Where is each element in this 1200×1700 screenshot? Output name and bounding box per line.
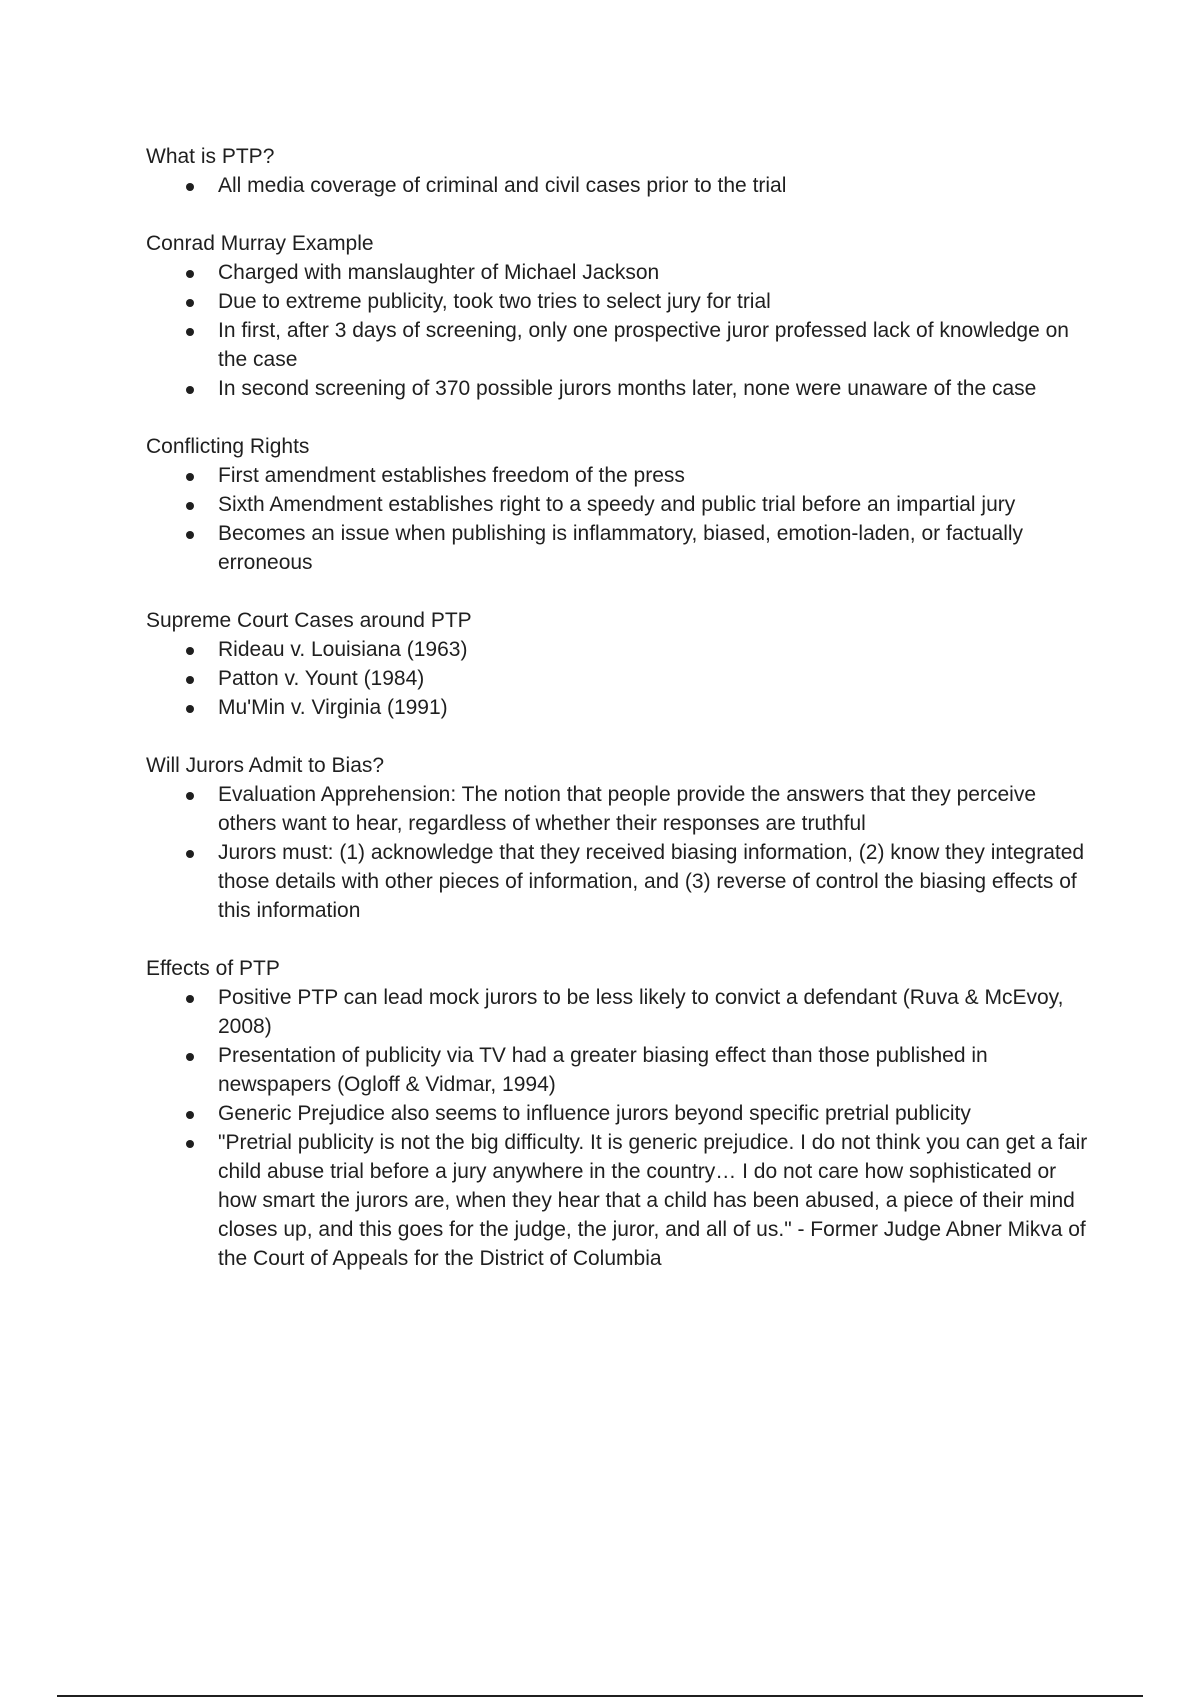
bullet-item: [146, 258, 1096, 287]
bullet-item: [146, 635, 1096, 664]
bullet-item: [146, 374, 1096, 403]
bullet-list: [146, 780, 1096, 925]
section-heading: Supreme Court Cases around PTP: [146, 609, 472, 632]
bullet-dot-icon: [186, 183, 194, 191]
section-heading: Conflicting Rights: [146, 435, 310, 458]
bullet-dot-icon: [186, 328, 194, 336]
bullet-dot-icon: [186, 1111, 194, 1119]
bullet-dot-icon: [186, 1053, 194, 1061]
bullet-dot-icon: [186, 676, 194, 684]
bullet-item: [146, 664, 1096, 693]
bullet-text: Patton v. Yount (1984): [218, 667, 425, 690]
bullet-item: [146, 693, 1096, 722]
bullet-dot-icon: [186, 792, 194, 800]
section-what-is-ptp: [146, 142, 1096, 200]
bullet-text: "Pretrial publicity is not the big difficulty. It is generic prejudice. I do not think you can get a fair child abuse trial before a jury anywhere in the country… I do not care how sophisticated or how smart the jurors are, when they hear that a child has been abused, a piece of their mind closes up, and this goes for the judge, the juror, and all of us." - Former Judge Abner Mikva of the Court of Appeals for the District of Columbia: [218, 1131, 1088, 1270]
bullet-item: [146, 1099, 1096, 1128]
bullet-text: Generic Prejudice also seems to influence jurors beyond specific pretrial publicity: [218, 1102, 971, 1125]
section-heading: Conrad Murray Example: [146, 232, 374, 255]
bullet-list: [146, 258, 1096, 403]
bullet-text: Due to extreme publicity, took two tries to select jury for trial: [218, 290, 771, 313]
bullet-item: [146, 983, 1096, 1041]
bullet-text: Charged with manslaughter of Michael Jackson: [218, 261, 660, 284]
bullet-item: [146, 1041, 1096, 1099]
bullet-text: Positive PTP can lead mock jurors to be less likely to convict a defendant (Ruva & McEvoy, 2008): [218, 986, 1064, 1038]
bullet-dot-icon: [186, 647, 194, 655]
bullet-dot-icon: [186, 473, 194, 481]
bullet-item: [146, 171, 1096, 200]
bullet-item: [146, 838, 1096, 925]
bullet-dot-icon: [186, 386, 194, 394]
bullet-text: All media coverage of criminal and civil cases prior to the trial: [218, 174, 787, 197]
bullet-text: In first, after 3 days of screening, only one prospective juror professed lack of knowledge on the case: [218, 319, 1069, 371]
section-heading: Effects of PTP: [146, 957, 280, 980]
bullet-dot-icon: [186, 531, 194, 539]
bullet-list: [146, 461, 1096, 577]
bullet-item: [146, 490, 1096, 519]
bullet-dot-icon: [186, 1140, 194, 1148]
page-bottom-divider: [57, 1695, 1143, 1697]
section-effects-of-ptp: [146, 954, 1096, 1273]
bullet-dot-icon: [186, 705, 194, 713]
section-heading: Will Jurors Admit to Bias?: [146, 754, 385, 777]
bullet-list: [146, 171, 1096, 200]
bullet-list: [146, 983, 1096, 1273]
document-page: [146, 142, 1096, 1302]
bullet-item: [146, 1128, 1096, 1273]
bullet-text: First amendment establishes freedom of the press: [218, 464, 685, 487]
bullet-item: [146, 780, 1096, 838]
bullet-item: [146, 316, 1096, 374]
bullet-text: Evaluation Apprehension: The notion that people provide the answers that they perceive others want to hear, regardless of whether their responses are truthful: [218, 783, 1036, 835]
bullet-text: Jurors must: (1) acknowledge that they received biasing information, (2) know they integrated those details with other pieces of information, and (3) reverse of control the biasing effects of this information: [218, 841, 1085, 922]
bullet-dot-icon: [186, 270, 194, 278]
bullet-text: Becomes an issue when publishing is inflammatory, biased, emotion-laden, or factually erroneous: [218, 522, 1024, 574]
bullet-item: [146, 287, 1096, 316]
section-will-jurors-admit-bias: [146, 751, 1096, 925]
bullet-text: Rideau v. Louisiana (1963): [218, 638, 468, 661]
bullet-list: [146, 635, 1096, 722]
bullet-dot-icon: [186, 299, 194, 307]
section-supreme-court-cases: [146, 606, 1096, 722]
bullet-dot-icon: [186, 850, 194, 858]
bullet-item: [146, 519, 1096, 577]
section-conflicting-rights: [146, 432, 1096, 577]
bullet-text: Mu'Min v. Virginia (1991): [218, 696, 448, 719]
bullet-text: Presentation of publicity via TV had a greater biasing effect than those published in newspapers (Ogloff & Vidmar, 1994): [218, 1044, 988, 1096]
section-heading: What is PTP?: [146, 145, 275, 168]
bullet-text: In second screening of 370 possible jurors months later, none were unaware of the case: [218, 377, 1037, 400]
bullet-item: [146, 461, 1096, 490]
bullet-text: Sixth Amendment establishes right to a speedy and public trial before an impartial jury: [218, 493, 1016, 516]
section-conrad-murray-example: [146, 229, 1096, 403]
bullet-dot-icon: [186, 502, 194, 510]
bullet-dot-icon: [186, 995, 194, 1003]
